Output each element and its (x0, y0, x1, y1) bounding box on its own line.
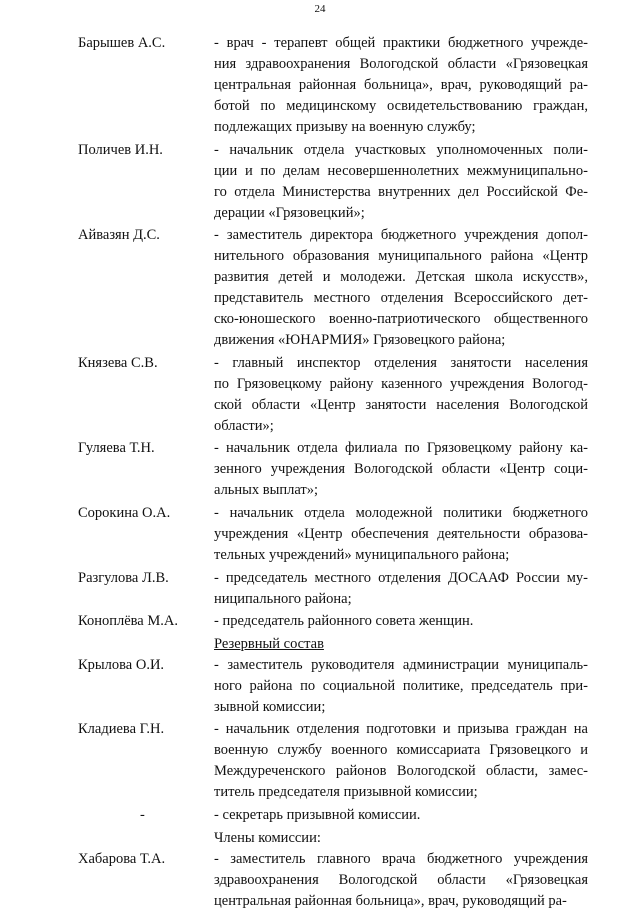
position-line: здравоохранения Вологодской области «Грязовецкая (214, 871, 588, 888)
page-number: 24 (314, 3, 326, 15)
member-position (214, 611, 588, 632)
position-line: - врач - терапевт общей практики бюджетного учрежде- (214, 35, 588, 51)
position-line: ботой по медицинскому освидетельствованию граждан, (214, 98, 588, 114)
member-name: Сорокина О.А. (78, 505, 171, 521)
position-line: нительного образования муниципального района «Центр (214, 248, 588, 265)
member-name: Поличев И.Н. (78, 141, 163, 158)
member-position (214, 568, 588, 610)
position-line: титель председателя призывной комиссии; (214, 784, 478, 801)
position-line: - председатель районного совета женщин. (214, 613, 474, 630)
reserve-heading: Резервный состав (214, 635, 324, 652)
position-line: - секретарь призывной комиссии. (214, 807, 421, 823)
member-name: Разгулова Л.В. (78, 569, 169, 586)
member-position (214, 805, 588, 826)
position-line: по Грязовецкому району казенного учреждения Вологод- (214, 375, 588, 392)
position-line: - начальник отделения подготовки и призыва граждан на (214, 721, 588, 738)
position-line: движения «ЮНАРМИЯ» Грязовецкого района; (214, 332, 506, 349)
member-name: Коноплёва М.А. (78, 613, 178, 630)
member-position (214, 225, 588, 351)
position-line: го отдела Министерства внутренних дел Российской Фе- (214, 183, 588, 200)
member-position (214, 140, 588, 224)
member-name: Князева С.В. (78, 354, 158, 371)
position-line: зенного учреждения Вологодской области «Центр соци- (214, 461, 588, 478)
position-line: - начальник отдела филиала по Грязовецкому району ка- (214, 440, 588, 457)
position-line: альных выплат»; (214, 482, 319, 499)
member-name: Кладиева Г.Н. (78, 721, 165, 738)
position-line: центральная районная больница», врач, руководящий ра- (214, 77, 588, 93)
position-line: подлежащих призыву на военную службу; (214, 119, 476, 135)
position-line: ско-юношеского военно-патриотического общественного (214, 311, 588, 328)
position-line: ниципального района; (214, 590, 352, 607)
member-name-placeholder: - (140, 807, 145, 823)
position-line: - заместитель руководителя администрации муниципаль- (214, 656, 588, 673)
member-position (214, 655, 588, 718)
position-line: развития детей и молодежи. Детская школа искусств», (214, 269, 588, 286)
position-line: военную службу военного комиссариата Грязовецкого и (214, 742, 588, 759)
member-name: Хабарова Т.А. (78, 850, 166, 867)
position-line: учреждения «Центр обеспечения деятельности образова- (214, 526, 588, 542)
position-line: - начальник отдела участковых уполномоченных поли- (214, 141, 588, 158)
position-line: тельных учреждений» муниципального района; (214, 547, 510, 563)
position-line: области»; (214, 417, 274, 434)
member-position (214, 353, 588, 437)
position-line: - заместитель главного врача бюджетного учреждения (214, 850, 588, 867)
position-line: зывной комиссии; (214, 698, 326, 715)
member-name: Гуляева Т.Н. (78, 440, 155, 457)
position-line: ния здравоохранения Вологодской области «Грязовецкая (214, 56, 588, 72)
position-line: - заместитель директора бюджетного учреждения допол- (214, 227, 588, 244)
member-position (214, 849, 588, 912)
member-position (214, 719, 588, 803)
position-line: - главный инспектор отделения занятости населения (214, 354, 588, 371)
member-position (214, 33, 588, 138)
position-line: - председатель местного отделения ДОСААФ России му- (214, 569, 588, 586)
member-name: Айвазян Д.С. (78, 227, 160, 244)
member-name: Барышев А.С. (78, 35, 166, 51)
member-position (214, 503, 588, 566)
position-line: ции и по делам несовершеннолетних межмуниципально- (214, 162, 588, 179)
position-line: представитель местного отделения Всероссийского дет- (214, 290, 588, 307)
position-line: Междуреченского районов Вологодской области, замес- (214, 763, 588, 780)
members-heading: Члены комиссии: (214, 829, 321, 846)
position-line: центральная районная больница», врач, руководящий ра- (214, 892, 567, 909)
member-position (214, 438, 588, 501)
position-line: ного района по социальной политике, председатель при- (214, 677, 588, 694)
position-line: ской области «Центр занятости населения Вологодской (214, 396, 588, 413)
position-line: дерации «Грязовецкий»; (214, 204, 365, 221)
member-name: Крылова О.И. (78, 656, 165, 673)
position-line: - начальник отдела молодежной политики бюджетного (214, 505, 588, 521)
